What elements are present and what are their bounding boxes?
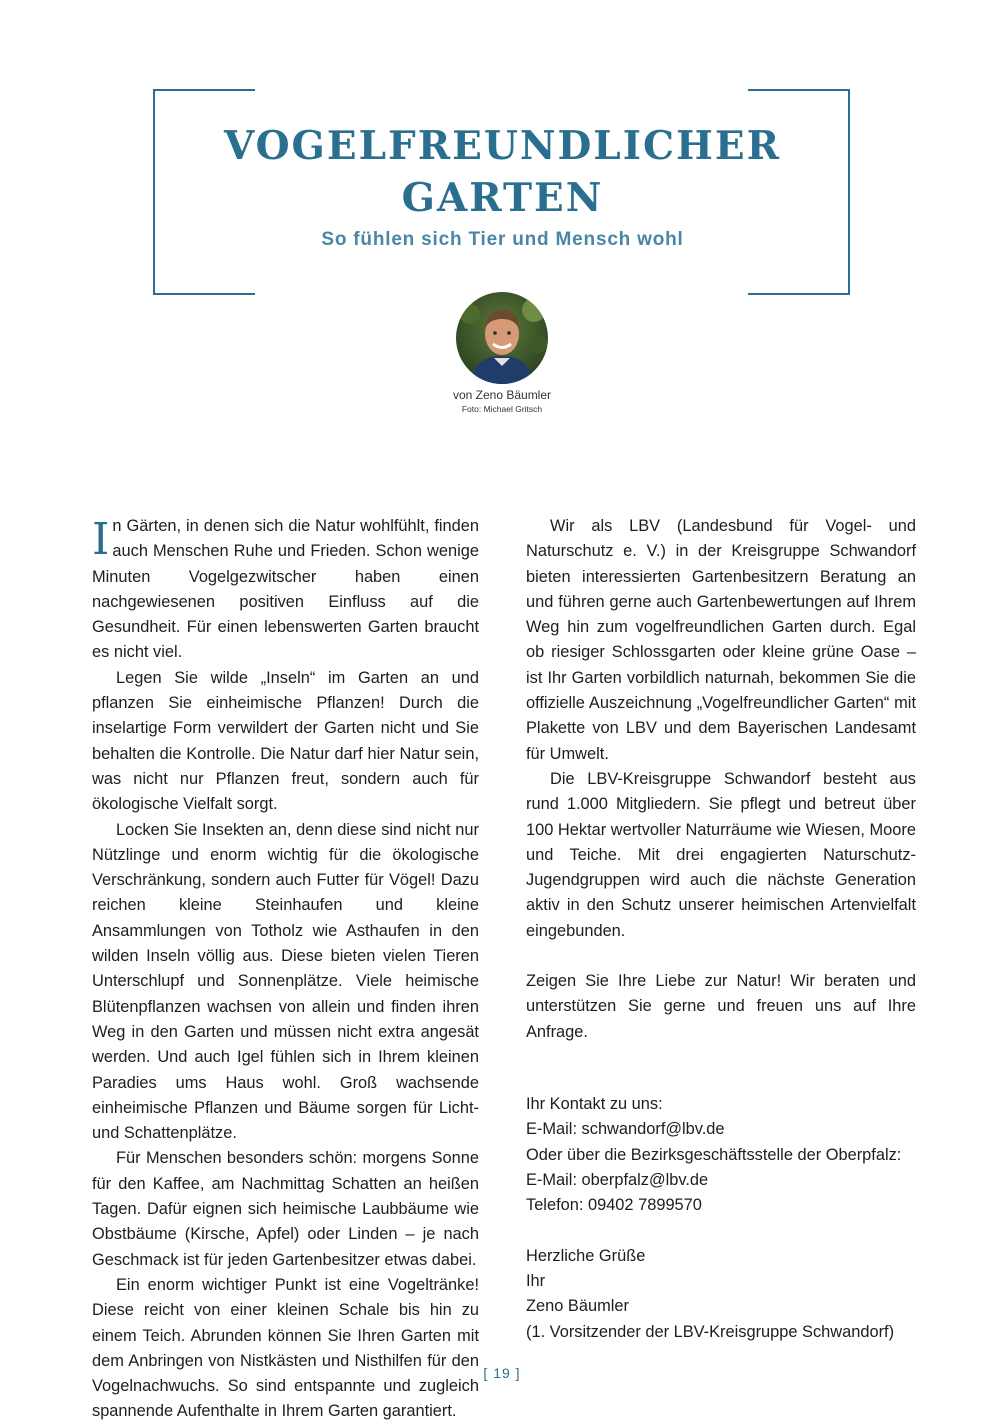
author-photo — [456, 292, 548, 384]
right-paragraph-1: Wir als LBV (Landesbund für Vogel- und Naturschutz e. V.) in der Kreisgruppe Schwandorf bieten interessierten Gartenbesitzern Beratung an und führen gerne auch Gartenbewertungen auf Ihrem Weg hin zum vogelfreundlichen Garten durch. Egal ob riesiger Schlossgarten oder kleine grüne Oase – ist Ihr Garten vorbildlich naturnah, bekommen Sie die offizielle Auszeichnung „Vogelfreundlicher Garten“ mit Plakette von LBV und dem Bayerischen Landesamt für Umwelt. — [526, 517, 916, 763]
photo-credit: Foto: Michael Gritsch — [461, 404, 543, 414]
left-paragraph-2: Legen Sie wilde „Inseln“ im Garten an und pflanzen Sie einheimische Pflanzen! Durch die inselartige Form verwildert der Garten nicht und Sie behalten die Kontrolle. Die Natur darf hier Natur sein, was nicht nur Pflanzen freut, sondern auch für ökologische Vielfalt sorgt. — [92, 668, 479, 814]
contact-email-oberpfalz[interactable]: E-Mail: oberpfalz@lbv.de — [526, 1170, 709, 1189]
right-column — [526, 514, 916, 1045]
closing-yours: Ihr — [526, 1272, 546, 1291]
article-title — [153, 120, 852, 224]
left-paragraph-3: Locken Sie Insekten an, denn diese sind nicht nur Nützlinge und enorm wichtig für die ökologische Verschränkung, sondern auch Futter für Vögel! Dazu reichen kleine Steinhaufen und kleine Ansammlungen von Totholz wie Asthaufen in den wilden Inseln völlig aus. Diese bieten vielen Tieren Unterschlupf und Sonnenplätze. Viele heimische Blütenpflanzen wachsen von allein und finden ihren Weg in den Garten und müssen nicht extra angesät werden. Und auch Igel fühlen sich in Ihrem kleinen Paradies ums Haus wohl. Groß wachsende einheimische Pflanzen und Bäume sorgen für Licht- und Schattenplätze. — [92, 820, 479, 1143]
left-paragraph-4: Für Menschen besonders schön: morgens Sonne für den Kaffee, am Nachmittag Schatten an heißen Tagen. Dafür eignen sich heimische Laubbäume wie Obstbäume (Kirsche, Apfel) oder Linden – je nach Geschmack ist für jeden Gartenbesitzer etwas dabei. — [92, 1149, 479, 1269]
right-paragraph-3: Zeigen Sie Ihre Liebe zur Natur! Wir beraten und unterstützen Sie gerne und freuen uns auf Ihre Anfrage. — [526, 972, 916, 1041]
title-line-1: VOGELFREUNDLICHER — [224, 123, 781, 169]
signature-name: Zeno Bäumler — [526, 1297, 629, 1316]
contact-alternative: Oder über die Bezirksgeschäftsstelle der Oberpfalz: — [526, 1145, 902, 1164]
right-paragraph-2: Die LBV-Kreisgruppe Schwandorf besteht aus rund 1.000 Mitgliedern. Sie pflegt und betreut über 100 Hektar wertvoller Naturräume wie Wiesen, Moore und Teiche. Mit drei engagierten Naturschutz-Jugendgruppen wird auch die nächste Generation aktiv in den Schutz unserer heimischen Artenvielfalt eingebunden. — [526, 769, 916, 940]
contact-heading: Ihr Kontakt zu uns: — [526, 1095, 663, 1113]
left-paragraph-1-text: n Gärten, in denen sich die Natur wohlfühlt, finden auch Menschen Ruhe und Frieden. Schon wenige Minuten Vogelgezwitscher haben einen nachgewiesenen positiven Einfluss auf die Gesundheit. Für einen lebenswerten Garten braucht es nicht viel. — [92, 517, 479, 662]
left-paragraph-1 — [92, 514, 479, 666]
left-column — [92, 514, 479, 1425]
article-subtitle: So fühlen sich Tier und Mensch wohl — [321, 229, 684, 250]
closing-greeting: Herzliche Grüße — [526, 1246, 646, 1265]
author-portrait-image — [456, 292, 548, 384]
author-byline: von Zeno Bäumler — [452, 388, 552, 402]
drop-cap: I — [92, 514, 110, 565]
contact-phone: Telefon: 09402 7899570 — [526, 1196, 702, 1215]
page-number: [ 19 ] — [483, 1365, 521, 1381]
title-line-2: GARTEN — [401, 175, 604, 221]
signature-role: (1. Vorsitzender der LBV-Kreisgruppe Schwandorf) — [526, 1322, 895, 1341]
left-paragraph-5: Ein enorm wichtiger Punkt ist eine Vogeltränke! Diese reicht von einer kleinen Schale bis hin zu einem Teich. Abrunden können Sie Ihren Garten mit dem Anbringen von Nistkästen und Nisthilfen für den Vogelnachwuchs. So sind entspannte und zugleich spannende Aufenthalte in Ihrem Garten garantiert. — [92, 1275, 479, 1421]
contact-email-schwandorf[interactable]: E-Mail: schwandorf@lbv.de — [526, 1120, 725, 1139]
contact-block — [526, 1092, 901, 1345]
